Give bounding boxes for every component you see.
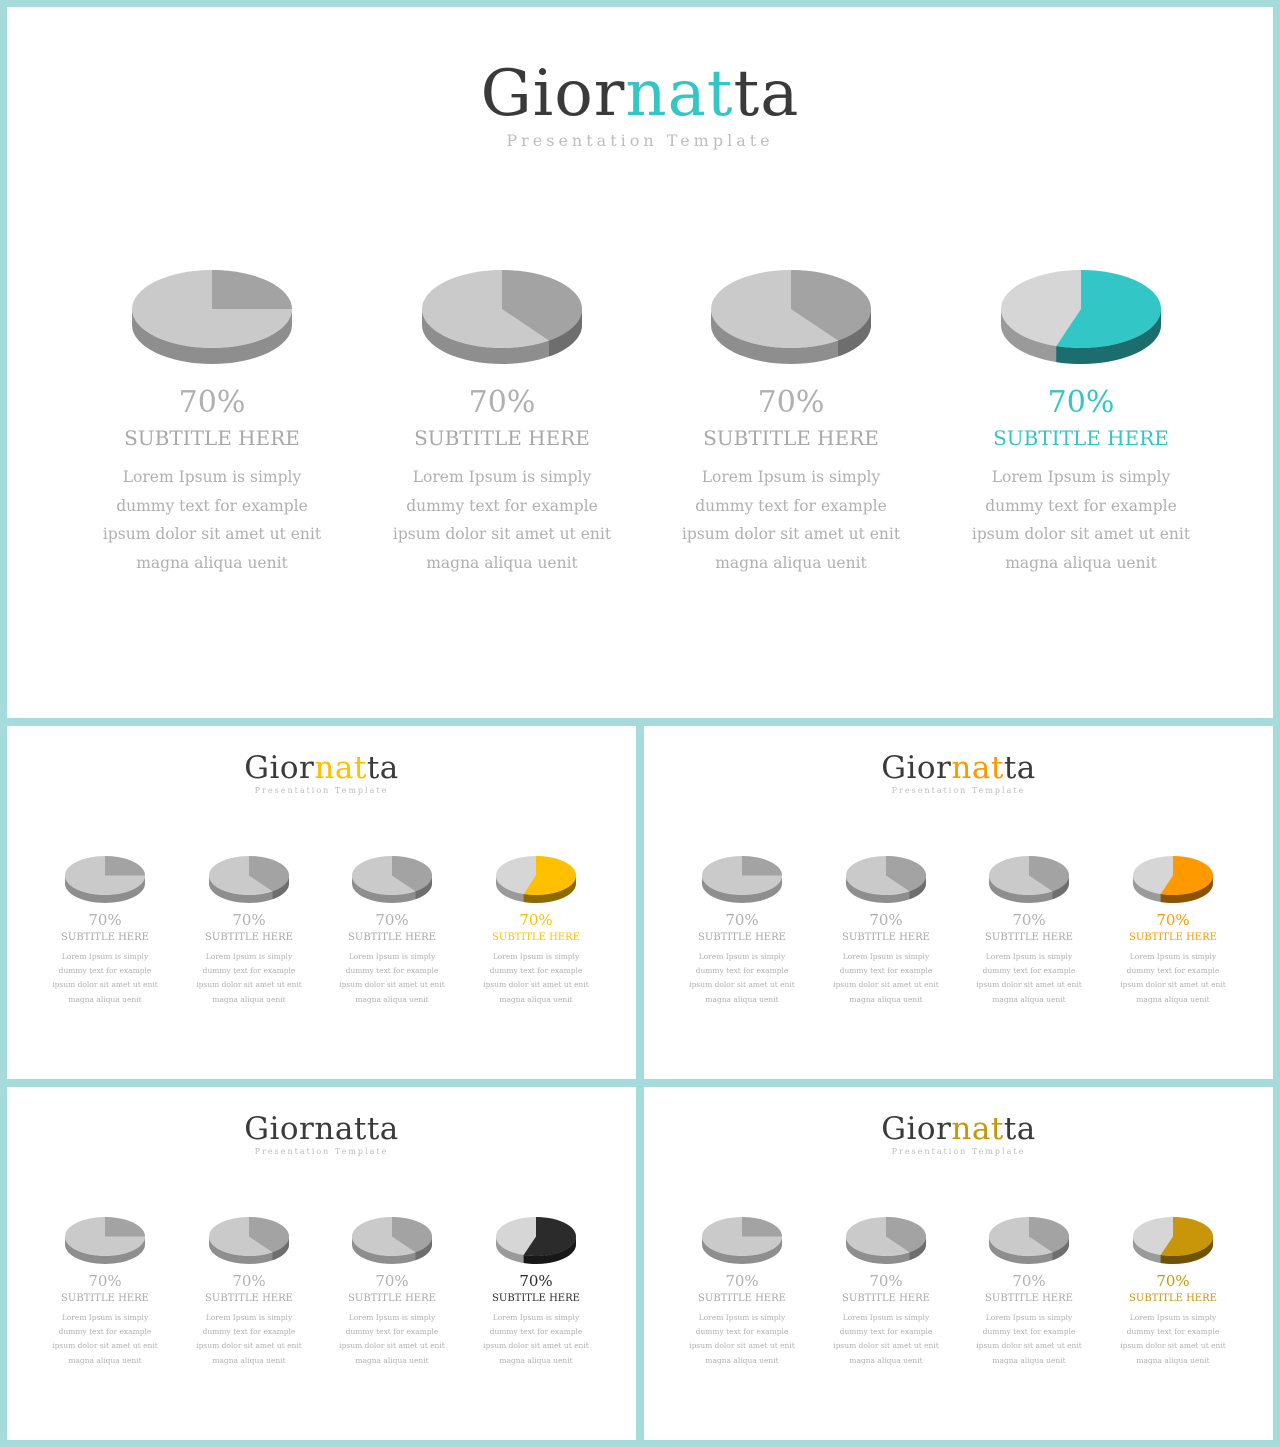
pie-chart: [1131, 852, 1215, 904]
description-line: Lorem Ipsum is simply: [205, 952, 293, 961]
stat-percent: 70%: [178, 385, 246, 420]
description-line: ipsum dolor sit amet ut enit: [971, 525, 1191, 543]
slide-variant-yellow: [7, 726, 636, 1079]
stat-percent: 70%: [725, 911, 759, 929]
description-line: Lorem Ipsum is simply: [1129, 952, 1217, 961]
description-line: dummy text for example: [116, 496, 308, 515]
stat-item-2: [382, 262, 622, 577]
stat-description: [826, 1311, 946, 1368]
stat-percent: 70%: [1012, 911, 1046, 929]
description-line: Lorem Ipsum is simply: [842, 1313, 930, 1322]
pie-chart: [844, 1213, 928, 1265]
description-line: dummy text for example: [58, 966, 152, 976]
stat-description: [332, 1311, 452, 1368]
slide-tagline: Presentation Template: [254, 786, 389, 795]
stat-description: [189, 950, 309, 1007]
slide-variant-orange: [644, 726, 1273, 1079]
stat-item-3: [969, 1213, 1089, 1368]
stat-percent: 70%: [869, 1272, 903, 1290]
description-line: magna aliqua uenit: [136, 553, 288, 572]
stat-subtitle: SUBTITLE HERE: [1129, 932, 1217, 943]
description-line: dummy text for example: [202, 966, 296, 976]
stat-description: [332, 950, 452, 1007]
stat-percent: 70%: [519, 1272, 553, 1290]
stat-item-1: [45, 852, 165, 1007]
slide-tagline: Presentation Template: [254, 1147, 389, 1156]
pie-chart: [63, 1213, 147, 1265]
stat-percent: 70%: [88, 911, 122, 929]
description-line: magna aliqua uenit: [992, 1355, 1066, 1365]
stat-item-2: [189, 852, 309, 1007]
pie-chart: [700, 852, 784, 904]
description-line: magna aliqua uenit: [355, 1355, 429, 1365]
description-line: Lorem Ipsum is simply: [701, 468, 881, 486]
description-line: ipsum dolor sit amet ut enit: [1120, 1341, 1226, 1351]
description-line: Lorem Ipsum is simply: [205, 1313, 293, 1322]
slide-variant-black: [7, 1087, 636, 1440]
stat-subtitle: SUBTITLE HERE: [842, 1293, 930, 1304]
stat-item-1: [92, 262, 332, 577]
description-line: magna aliqua uenit: [212, 1355, 286, 1365]
description-line: Lorem Ipsum is simply: [698, 1313, 786, 1322]
stat-subtitle: SUBTITLE HERE: [124, 426, 300, 450]
description-line: dummy text for example: [985, 496, 1177, 515]
title-part: Gior: [480, 57, 626, 131]
description-line: dummy text for example: [345, 1327, 439, 1337]
stat-percent: 70%: [1156, 1272, 1190, 1290]
stat-subtitle: SUBTITLE HERE: [414, 426, 590, 450]
description-line: Lorem Ipsum is simply: [842, 952, 930, 961]
pie-wedge: [212, 270, 292, 309]
slide-title: [644, 1111, 1273, 1147]
stat-percent: 70%: [1012, 1272, 1046, 1290]
description-line: Lorem Ipsum is simply: [412, 468, 592, 486]
description-line: dummy text for example: [1126, 1327, 1220, 1337]
pie-chart: [207, 1213, 291, 1265]
stat-description: [45, 1311, 165, 1368]
title-accent-part: na: [951, 750, 991, 786]
description-line: Lorem Ipsum is simply: [985, 952, 1073, 961]
title-part: Gior: [881, 750, 952, 786]
description-line: dummy text for example: [839, 966, 933, 976]
description-line: dummy text for example: [489, 966, 583, 976]
stat-description: [476, 950, 596, 1007]
description-line: magna aliqua uenit: [212, 994, 286, 1004]
description-line: dummy text for example: [202, 1327, 296, 1337]
pie-chart: [997, 262, 1165, 366]
description-line: magna aliqua uenit: [1005, 553, 1157, 572]
title-part: Gior: [244, 1111, 315, 1147]
stat-subtitle: SUBTITLE HERE: [205, 932, 293, 943]
stat-subtitle: SUBTITLE HERE: [348, 1293, 436, 1304]
description-line: ipsum dolor sit amet ut enit: [483, 1341, 589, 1351]
stat-item-3: [671, 262, 911, 577]
description-line: magna aliqua uenit: [426, 553, 578, 572]
pie-chart: [207, 852, 291, 904]
stat-description: [1113, 950, 1233, 1007]
stat-percent: 70%: [725, 1272, 759, 1290]
stat-item-4: [1113, 852, 1233, 1007]
description-line: Lorem Ipsum is simply: [61, 952, 149, 961]
slide-title: [644, 750, 1273, 786]
stat-description: [189, 1311, 309, 1368]
slide-variant-gold: [644, 1087, 1273, 1440]
pie-chart: [987, 1213, 1071, 1265]
title-part: ta: [1003, 1111, 1036, 1147]
stat-percent: 70%: [232, 1272, 266, 1290]
description-line: ipsum dolor sit amet ut enit: [681, 525, 901, 543]
title-accent-part: t: [990, 750, 1004, 786]
description-line: magna aliqua uenit: [68, 1355, 142, 1365]
description-line: ipsum dolor sit amet ut enit: [833, 1341, 939, 1351]
description-line: ipsum dolor sit amet ut enit: [52, 1341, 158, 1351]
pie-chart: [350, 852, 434, 904]
title-part: ta: [366, 1111, 399, 1147]
stat-percent: 70%: [232, 911, 266, 929]
title-accent-part: t: [706, 57, 734, 131]
description-line: Lorem Ipsum is simply: [698, 952, 786, 961]
description-line: Lorem Ipsum is simply: [61, 1313, 149, 1322]
stat-item-4: [1113, 1213, 1233, 1368]
stat-item-3: [332, 852, 452, 1007]
description-line: magna aliqua uenit: [992, 994, 1066, 1004]
description-line: dummy text for example: [982, 966, 1076, 976]
description-line: Lorem Ipsum is simply: [122, 468, 302, 486]
title-part: ta: [366, 750, 399, 786]
pie-chart: [494, 852, 578, 904]
stat-subtitle: SUBTITLE HERE: [842, 932, 930, 943]
title-accent-part: na: [951, 1111, 991, 1147]
stat-item-4: [476, 852, 596, 1007]
description-line: dummy text for example: [345, 966, 439, 976]
description-line: Lorem Ipsum is simply: [1129, 1313, 1217, 1322]
description-line: magna aliqua uenit: [499, 994, 573, 1004]
slide-tagline: Presentation Template: [506, 131, 774, 150]
stat-subtitle: SUBTITLE HERE: [698, 1293, 786, 1304]
stat-subtitle: SUBTITLE HERE: [348, 932, 436, 943]
description-line: magna aliqua uenit: [499, 1355, 573, 1365]
stat-percent: 70%: [88, 1272, 122, 1290]
description-line: dummy text for example: [695, 1327, 789, 1337]
description-line: magna aliqua uenit: [355, 994, 429, 1004]
description-line: magna aliqua uenit: [705, 994, 779, 1004]
stat-percent: 70%: [1047, 385, 1115, 420]
title-accent-part: na: [314, 1111, 354, 1147]
stat-percent: 70%: [375, 1272, 409, 1290]
pie-chart: [707, 262, 875, 366]
stat-item-3: [332, 1213, 452, 1368]
stat-item-2: [826, 852, 946, 1007]
pie-chart: [494, 1213, 578, 1265]
description-line: ipsum dolor sit amet ut enit: [976, 980, 1082, 990]
description-line: dummy text for example: [406, 496, 598, 515]
stat-subtitle: SUBTITLE HERE: [698, 932, 786, 943]
description-line: ipsum dolor sit amet ut enit: [392, 525, 612, 543]
stat-subtitle: SUBTITLE HERE: [61, 1293, 149, 1304]
description-line: dummy text for example: [695, 966, 789, 976]
description-line: magna aliqua uenit: [68, 994, 142, 1004]
pie-chart: [63, 852, 147, 904]
pie-wedge: [105, 856, 145, 876]
title-accent-part: t: [353, 750, 367, 786]
stat-subtitle: SUBTITLE HERE: [993, 426, 1169, 450]
stat-description: [682, 950, 802, 1007]
stat-item-1: [45, 1213, 165, 1368]
title-part: ta: [1003, 750, 1036, 786]
pie-chart: [418, 262, 586, 366]
stat-percent: 70%: [468, 385, 536, 420]
stat-description: [682, 1311, 802, 1368]
description-line: Lorem Ipsum is simply: [492, 1313, 580, 1322]
stat-subtitle: SUBTITLE HERE: [205, 1293, 293, 1304]
title-part: Gior: [244, 750, 315, 786]
slide-tagline: Presentation Template: [891, 786, 1026, 795]
stat-item-1: [682, 1213, 802, 1368]
description-line: magna aliqua uenit: [1136, 994, 1210, 1004]
stat-percent: 70%: [757, 385, 825, 420]
stat-subtitle: SUBTITLE HERE: [492, 1293, 580, 1304]
title-accent-part: na: [625, 57, 707, 131]
description-line: ipsum dolor sit amet ut enit: [196, 1341, 302, 1351]
pie-wedge: [742, 856, 782, 876]
stat-subtitle: SUBTITLE HERE: [985, 1293, 1073, 1304]
description-line: dummy text for example: [1126, 966, 1220, 976]
stat-description: [969, 950, 1089, 1007]
pie-wedge: [742, 1217, 782, 1237]
stat-description: [92, 463, 332, 577]
slide-title: [7, 750, 636, 786]
stat-subtitle: SUBTITLE HERE: [703, 426, 879, 450]
description-line: dummy text for example: [58, 1327, 152, 1337]
stat-subtitle: SUBTITLE HERE: [492, 932, 580, 943]
slide-title: [7, 1111, 636, 1147]
slide-tagline: Presentation Template: [891, 1147, 1026, 1156]
stat-item-4: [961, 262, 1201, 577]
title-accent-part: t: [353, 1111, 367, 1147]
description-line: ipsum dolor sit amet ut enit: [52, 980, 158, 990]
description-line: ipsum dolor sit amet ut enit: [339, 980, 445, 990]
description-line: ipsum dolor sit amet ut enit: [102, 525, 322, 543]
stat-percent: 70%: [1156, 911, 1190, 929]
slide-title: [7, 57, 1273, 131]
main-slide: [7, 7, 1273, 718]
stat-percent: 70%: [375, 911, 409, 929]
pie-chart: [700, 1213, 784, 1265]
pie-chart: [844, 852, 928, 904]
stat-description: [826, 950, 946, 1007]
description-line: Lorem Ipsum is simply: [991, 468, 1171, 486]
pie-chart: [987, 852, 1071, 904]
stat-percent: 70%: [869, 911, 903, 929]
title-part: Gior: [881, 1111, 952, 1147]
description-line: ipsum dolor sit amet ut enit: [689, 980, 795, 990]
description-line: Lorem Ipsum is simply: [348, 952, 436, 961]
pie-chart: [128, 262, 296, 366]
title-accent-part: t: [990, 1111, 1004, 1147]
description-line: Lorem Ipsum is simply: [985, 1313, 1073, 1322]
description-line: ipsum dolor sit amet ut enit: [196, 980, 302, 990]
description-line: magna aliqua uenit: [849, 994, 923, 1004]
stat-item-2: [189, 1213, 309, 1368]
stat-description: [961, 463, 1201, 577]
description-line: magna aliqua uenit: [705, 1355, 779, 1365]
stat-description: [382, 463, 622, 577]
stat-percent: 70%: [519, 911, 553, 929]
stat-item-4: [476, 1213, 596, 1368]
pie-chart: [1131, 1213, 1215, 1265]
description-line: ipsum dolor sit amet ut enit: [1120, 980, 1226, 990]
description-line: ipsum dolor sit amet ut enit: [483, 980, 589, 990]
description-line: Lorem Ipsum is simply: [492, 952, 580, 961]
stat-description: [45, 950, 165, 1007]
stat-description: [1113, 1311, 1233, 1368]
stat-item-3: [969, 852, 1089, 1007]
description-line: Lorem Ipsum is simply: [348, 1313, 436, 1322]
stat-subtitle: SUBTITLE HERE: [985, 932, 1073, 943]
title-accent-part: na: [314, 750, 354, 786]
stat-item-2: [826, 1213, 946, 1368]
pie-wedge: [105, 1217, 145, 1237]
title-part: ta: [733, 57, 800, 131]
description-line: magna aliqua uenit: [849, 1355, 923, 1365]
pie-chart: [350, 1213, 434, 1265]
description-line: ipsum dolor sit amet ut enit: [833, 980, 939, 990]
stat-description: [671, 463, 911, 577]
stat-description: [476, 1311, 596, 1368]
description-line: dummy text for example: [982, 1327, 1076, 1337]
description-line: ipsum dolor sit amet ut enit: [689, 1341, 795, 1351]
stat-subtitle: SUBTITLE HERE: [1129, 1293, 1217, 1304]
description-line: magna aliqua uenit: [1136, 1355, 1210, 1365]
description-line: magna aliqua uenit: [715, 553, 867, 572]
stat-subtitle: SUBTITLE HERE: [61, 932, 149, 943]
stat-description: [969, 1311, 1089, 1368]
description-line: dummy text for example: [695, 496, 887, 515]
description-line: dummy text for example: [489, 1327, 583, 1337]
stat-item-1: [682, 852, 802, 1007]
description-line: dummy text for example: [839, 1327, 933, 1337]
description-line: ipsum dolor sit amet ut enit: [339, 1341, 445, 1351]
description-line: ipsum dolor sit amet ut enit: [976, 1341, 1082, 1351]
